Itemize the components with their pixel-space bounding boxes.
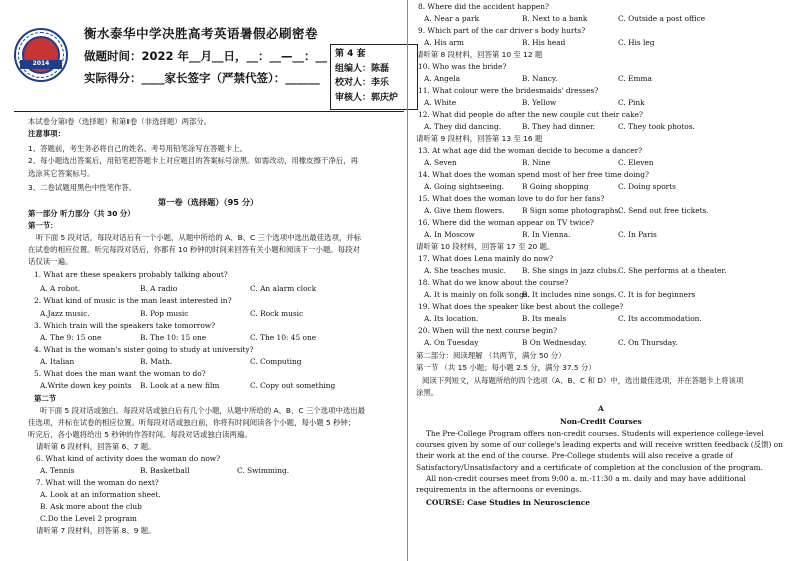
section-1-label: 第一节： <box>28 221 58 230</box>
notice-2-cont: 选涂其它答案标号。 <box>28 169 95 178</box>
option-a[interactable]: A. It is mainly on folk songs. <box>424 290 531 299</box>
option-a[interactable]: A. Going sightseeing. <box>424 182 504 191</box>
option-c[interactable]: C. Outside a post office <box>618 14 706 23</box>
q7-option-c[interactable]: C.Do the Level 2 program <box>40 514 137 523</box>
option-b[interactable]: B. In Vienna. <box>522 230 571 239</box>
question-5: 5. What does the man want the woman to do? <box>34 369 206 378</box>
part-1-title: 第一部分 听力部分（共 30 分） <box>28 209 135 218</box>
q5-option-b[interactable]: B. Look at a new film <box>140 381 220 390</box>
section-1-desc: 听下面 5 段对话，每段对话后有一个小题，从题中所给的 A、B、C 三个选项中选出最佳选项，并标 <box>36 233 362 242</box>
option-c[interactable]: C. His leg <box>618 38 655 47</box>
course-heading: COURSE: Case Studies in Neuroscience <box>426 498 590 507</box>
question: 16. Where did the woman appear on TV twice? <box>418 218 594 227</box>
option-a[interactable]: A. White <box>424 98 457 107</box>
option-c[interactable]: C. Its accommodation. <box>618 314 702 323</box>
q3-option-b[interactable]: B. The 10: 15 one <box>140 333 207 342</box>
option-c[interactable]: C. Send out free tickets. <box>618 206 709 215</box>
option-c[interactable]: C. Eleven <box>618 158 654 167</box>
option-a[interactable]: A. His arm <box>424 38 464 47</box>
q5-option-c[interactable]: C. Copy out something <box>250 381 336 390</box>
option-a[interactable]: A. Give them flowers. <box>424 206 505 215</box>
question: 13. At what age did the woman decide to become a dancer? <box>418 146 643 155</box>
q2-option-c[interactable]: C. Rock music <box>250 309 304 318</box>
passage-letter: A <box>598 404 604 413</box>
school-logo: 2014 <box>14 28 68 82</box>
header-divider <box>14 111 404 112</box>
section-2-desc-2: 佳选项，并标在试卷的相应位置。听每段对话或独白前，你将有时间阅读各个小题，每小题 5 秒钟； <box>28 418 356 427</box>
passage-title: Non-Credit Courses <box>560 417 642 426</box>
q6-option-a[interactable]: A. Tennis <box>40 466 75 475</box>
option-c[interactable]: C. Emma <box>618 74 652 83</box>
option-b[interactable]: B. She sings in jazz clubs. <box>522 266 619 275</box>
option-c[interactable]: C. Pink <box>618 98 645 107</box>
question: 19. What does the speaker like best about the college? <box>418 302 624 311</box>
q3-option-c[interactable]: C. The 10: 45 one <box>250 333 317 342</box>
intro: 本试卷分第Ⅰ卷（选择题）和第Ⅱ卷（非选择题）两部分。 <box>28 117 212 126</box>
option-a[interactable]: A. Its location. <box>424 314 479 323</box>
q7-option-b[interactable]: B. Ask more about the club <box>40 502 142 511</box>
question: 12. What did people do after the new couple cut their cake? <box>418 110 643 119</box>
question: 8. Where did the accident happen? <box>418 2 549 11</box>
q2-option-a[interactable]: A.Jazz music. <box>40 309 90 318</box>
q6-option-b[interactable]: B. Basketball <box>140 466 190 475</box>
info-box <box>330 44 418 110</box>
option-c[interactable]: C. She performs at a theater. <box>618 266 727 275</box>
option-c[interactable]: C. It is for beginners <box>618 290 696 299</box>
option-c[interactable]: C. They took photos. <box>618 122 695 131</box>
question-1: 1. What are these speakers probably talking about? <box>34 270 228 279</box>
option-a[interactable]: A. Angela <box>424 74 461 83</box>
option-b[interactable]: B. They had dinner. <box>522 122 596 131</box>
listening-hint-7: 请听第 7 段材料，回答第 8、9 题。 <box>36 526 156 535</box>
part-2-title: 第二部分：阅读理解 （共两节，满分 50 分） <box>416 351 566 360</box>
editor: 组编人：陈磊 <box>335 63 390 74</box>
option-b[interactable]: B. Nine <box>522 158 551 167</box>
section-2-desc-3: 听完后，各小题将给出 5 秒钟的作答时间。每段对话或独白读两遍。 <box>28 430 252 439</box>
listening-hint: 请听第 10 段材料，回答第 17 至 20 题。 <box>416 242 555 251</box>
question-6: 6. What kind of activity does the woman do now? <box>36 454 221 463</box>
option-a[interactable]: A. She teaches music. <box>424 266 507 275</box>
notice-2: 2、每小题选出答案后，用铅笔把答题卡上对应题目的答案标号涂黑。如需改动，用橡皮擦干净后，再 <box>28 156 358 165</box>
question-7: 7. What will the woman do next? <box>36 478 159 487</box>
reading-instructions-cont: 涂黑。 <box>416 388 439 397</box>
exam-title: 衡水泰华中学决胜高考英语暑假必刷密卷 <box>84 26 319 41</box>
question: 14. What does the woman spend most of her free time doing? <box>418 170 649 179</box>
q1-option-c[interactable]: C. An alarm clock <box>250 284 317 293</box>
question: 15. What does the woman love to do for her fans? <box>418 194 605 203</box>
reading-section-1: 第一节 （共 15 小题；每小题 2.5 分，满分 37.5 分） <box>416 363 596 372</box>
option-b[interactable]: B On Wednesday. <box>522 338 587 347</box>
set-number: 第 4 套 <box>335 49 366 59</box>
q7-option-a[interactable]: A. Look at an information sheet. <box>40 490 161 499</box>
question: 17. What does Lena mainly do now? <box>418 254 554 263</box>
score-line: 实际得分：____家长签字（严禁代签）：______ <box>84 71 320 85</box>
question: 9. Which part of the car driver s body hurts? <box>418 26 586 35</box>
listening-hint: 请听第 8 段材料，回答第 10 至 12 题 <box>416 50 543 59</box>
option-c[interactable]: C. In Paris <box>618 230 657 239</box>
proofreader: 校对人：李乐 <box>335 78 390 88</box>
option-b[interactable]: B. Yellow <box>522 98 557 107</box>
option-b[interactable]: B. Next to a bank <box>522 14 588 23</box>
passage-paragraph-2: All non-credit courses meet from 9:00 a. m.-11:30 a m. daily and may have additional requirements in the afternoons or evenings. <box>416 474 746 495</box>
question: 10. Who was the bride? <box>418 62 507 71</box>
question: 11. What colour were the bridesmaids' dresses? <box>418 86 599 95</box>
q2-option-b[interactable]: B. Pop music <box>140 309 189 318</box>
section-1-desc-3: 话仅读一遍。 <box>28 257 73 266</box>
notice-1: 1、答题前，考生务必将自己的姓名、考号用铅笔涂写在答题卡上。 <box>28 144 248 153</box>
option-a[interactable]: A. In Moscow <box>424 230 475 239</box>
column-divider <box>407 0 408 561</box>
passage-paragraph-1: The Pre-College Program offers non-credit courses. Students will experience college-level courses given by some of our college's leading experts and will receive written feedback (反馈) on their work at the end of the course. Pre-College students will also receive a grade of Satisfactory/Unsatisfactory and a certificate of completion at the conclusion of the program. <box>416 429 783 472</box>
q4-option-a[interactable]: A. Italian <box>40 357 75 366</box>
question-3: 3. Which train will the speakers take tomorrow? <box>34 321 216 330</box>
exam-header <box>14 24 404 103</box>
q5-option-a[interactable]: A.Write down key points <box>40 381 132 390</box>
time-line: 做题时间：2022 年__月__日，__：__—__：__ <box>84 49 328 63</box>
reviewer: 审核人：郭庆炉 <box>335 92 399 103</box>
volume-1-title: 第一卷（选择题）（95 分） <box>158 197 259 207</box>
option-b[interactable]: B. His head <box>522 38 566 47</box>
option-b[interactable]: B Going shopping <box>522 182 589 191</box>
option-c[interactable]: C. Doing sports <box>618 182 676 191</box>
q4-option-b[interactable]: B. Math. <box>140 357 173 366</box>
q6-option-c[interactable]: C. Swimming. <box>237 466 290 475</box>
listening-hint-6: 请听第 6 段材料，回答第 6、7 题。 <box>36 442 156 451</box>
option-a[interactable]: A. On Tuesday <box>424 338 479 347</box>
section-2-label: 第二节 <box>34 394 57 403</box>
option-b[interactable]: B Sign some photographs. <box>522 206 621 215</box>
notice-title: 注意事项： <box>28 129 65 138</box>
option-b[interactable]: B. Nancy. <box>522 74 558 83</box>
section-2-desc: 听下面 5 段对话或独白。每段对话或独白后有几个小题，从题中所给的 A、B、C 三个选项中选出最 <box>40 406 366 415</box>
listening-hint: 请听第 9 段材料，回答第 13 至 16 题 <box>416 134 543 143</box>
option-a[interactable]: A. Near a park <box>424 14 480 23</box>
question-4: 4. What is the woman's sister going to study at university? <box>34 345 254 354</box>
reading-instructions: 阅读下列短文，从每题所给的四个选项（A、B、C 和 D）中，选出最佳选项，并在答题卡上将该项 <box>422 376 744 385</box>
question: 20. When will the next course begin? <box>418 326 558 335</box>
right-column <box>412 0 794 561</box>
option-a[interactable]: A. They did dancing. <box>424 122 502 131</box>
q4-option-c[interactable]: C. Computing <box>250 357 302 366</box>
q1-option-a[interactable]: A. A robot. <box>40 284 81 293</box>
section-1-desc-2: 在试卷的相应位置。听完每段对话后，你都有 10 秒钟的时间来回答有关小题和阅读下一小题。每段对 <box>28 245 360 254</box>
option-a[interactable]: A. Seven <box>424 158 457 167</box>
option-b[interactable]: B. Its meals <box>522 314 567 323</box>
notice-3: 3、二卷试题用黑色中性笔作答。 <box>28 183 137 192</box>
question-2: 2. What kind of music is the man least interested in? <box>34 296 232 305</box>
q3-option-a[interactable]: A. The 9: 15 one <box>40 333 102 342</box>
question: 18. What do we know about the course? <box>418 278 569 287</box>
option-c[interactable]: C. On Thursday. <box>618 338 678 347</box>
option-b[interactable]: B. It includes nine songs. <box>522 290 617 299</box>
q1-option-b[interactable]: B. A radio <box>140 284 178 293</box>
